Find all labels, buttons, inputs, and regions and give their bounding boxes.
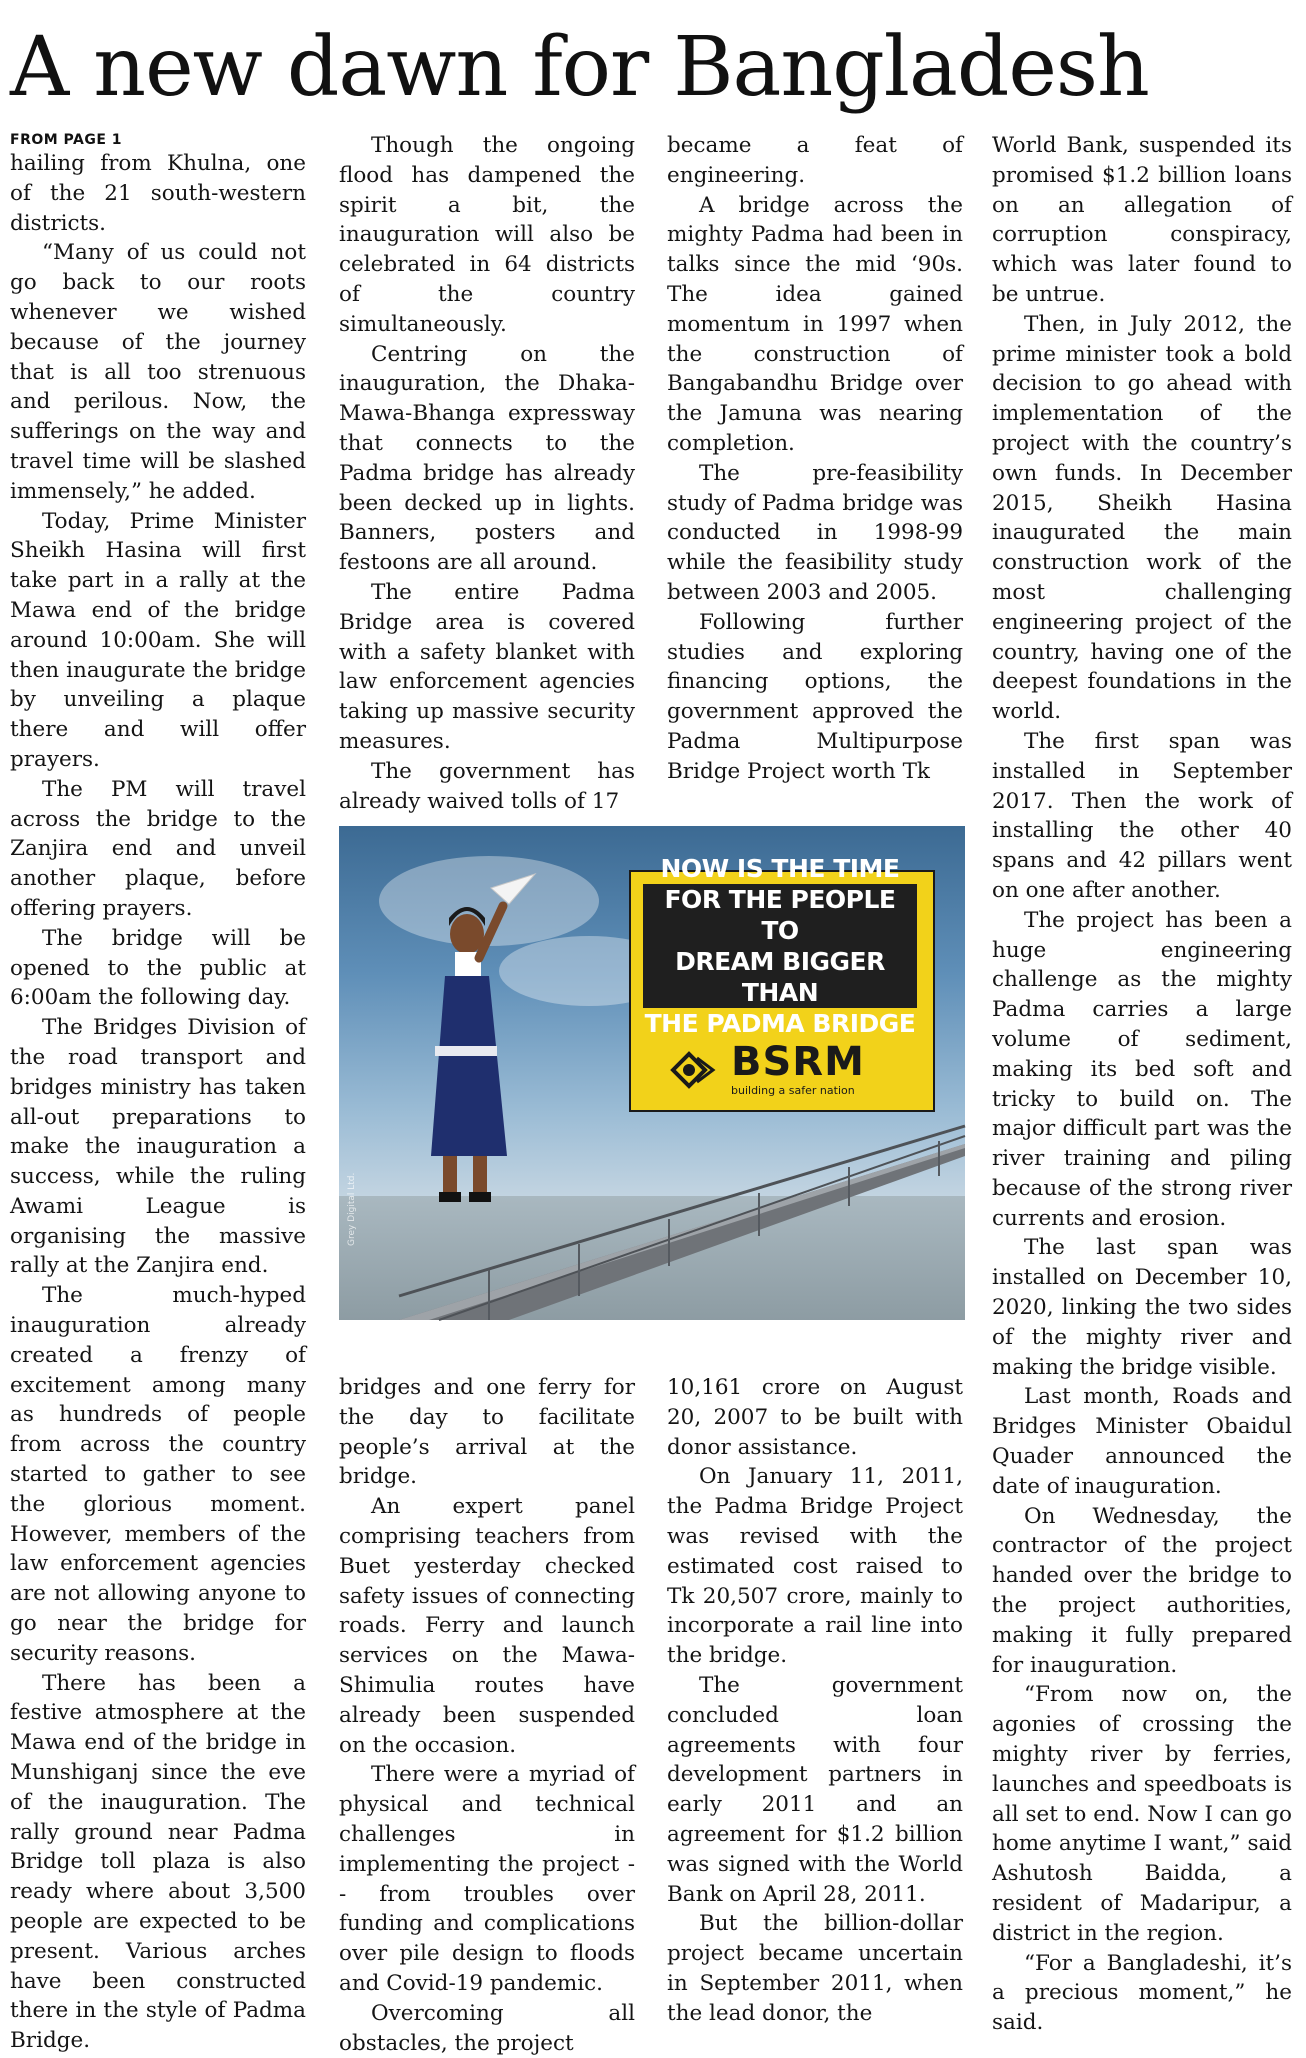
bsrm-logo [667, 1039, 865, 1097]
article-column-4 [992, 131, 1292, 2046]
paragraph: There were a myriad of physical and technical challenges in implementing the project -- from troubles over funding and complications over pile design to floods and Covid-19 pandemic. [339, 1762, 635, 1996]
article-column-2-lower [339, 1373, 635, 2058]
paragraph: The Bridges Division of the road transport and bridges ministry has taken all-out preparations to make the inauguration a success, while the ruling Awami League is organising the massive rally at the Zanjira end. [10, 1015, 306, 1279]
paragraph: 10,161 crore on August 20, 2007 to be built with donor assistance. [667, 1375, 963, 1460]
ad-slogan [643, 854, 917, 1038]
girl-figure [431, 874, 535, 1202]
ad-brand: BSRM [731, 1039, 865, 1085]
paragraph: There has been a festive atmosphere at the Mawa end of the bridge in Munshiganj since the eve of the inauguration. The rally ground near Padma Bridge toll plaza is also ready where about 3,500 people are expected to be present. Various arches have been constructed there in the style of Padma Bridge. [10, 1670, 306, 2054]
paragraph: A bridge across the mighty Padma had been in talks since the mid ‘90s. The idea gained momentum in 1997 when the construction of Bangabandhu Bridge over the Jamuna was nearing completion. [667, 192, 963, 456]
ad-tagline: building a safer nation [731, 1084, 855, 1097]
paragraph: Then, in July 2012, the prime minister took a bold decision to go ahead with implementation of the project with the country’s own funds. In December 2015, Sheikh Hasina inaugurated the main construction work of the most challenging engineering project of the country, having one of the deepest foundations in the world. [992, 311, 1292, 725]
paragraph: Centring on the inauguration, the Dhaka-Mawa-Bhanga expressway that connects to the Padma bridge has already been decked up in lights. Banners, posters and festoons are all around. [339, 341, 635, 576]
ad-slogan-line: NOW IS THE TIME [660, 854, 900, 883]
article-column-3-upper [667, 131, 963, 791]
paragraph: The first span was installed in September 2017. Then the work of installing the other 40 spans and 42 pillars went on one after another. [992, 728, 1292, 903]
paragraph: The much-hyped inauguration already created a frenzy of excitement among many as hundreds of people from across the country started to gather to see the glorious moment. However, members of the law enforcement agencies are not allowing anyone to go near the bridge for security reasons. [10, 1283, 306, 1666]
bsrm-emblem-icon [667, 1048, 723, 1092]
ad-slogan-line: THE PADMA BRIDGE [644, 1009, 916, 1038]
paragraph: Today, Prime Minister Sheikh Hasina will first take part in a rally at the Mawa end of the bridge around 10:00am. She will then inaugurate the bridge by unveiling a plaque there and will offer prayers. [10, 508, 306, 772]
paragraph: “For a Bangladeshi, it’s a precious moment,” he said. [992, 1950, 1292, 2036]
jump-label: FROM PAGE 1 [10, 132, 123, 148]
paragraph: The PM will travel across the bridge to the Zanjira end and unveil another plaque, before offering prayers. [10, 776, 306, 921]
paragraph: The entire Padma Bridge area is covered with a safety blanket with law enforcement agencies taking up massive security measures. [339, 579, 635, 754]
paragraph: But the billion-dollar project became uncertain in September 2011, when the lead donor, the [667, 1911, 963, 2026]
paragraph: The government has already waived tolls of 17 [339, 758, 635, 814]
paragraph: An expert panel comprising teachers from Buet yesterday checked safety issues of connecting roads. Ferry and launch services on the Mawa-Shimulia routes have already been suspended on the occasion. [339, 1494, 635, 1758]
article-column-3-lower [667, 1373, 963, 2029]
ad-credit: Grey Digital Ltd. [347, 1172, 357, 1246]
paragraph: The bridge will be opened to the public at 6:00am the following day. [10, 925, 306, 1011]
ad-message-box [629, 854, 935, 1112]
paragraph: bridges and one ferry for the day to facilitate people’s arrival at the bridge. [339, 1375, 635, 1490]
paragraph: World Bank, suspended its promised $1.2 billion loans on an allegation of corruption conspiracy, which was later found to be untrue. [992, 133, 1292, 307]
paragraph: Though the ongoing flood has dampened the spirit a bit, the inauguration will also be celebrated in 64 districts of the country simultaneously. [339, 133, 635, 337]
ad-slogan-line: DREAM BIGGER THAN [675, 947, 885, 1007]
paragraph: The pre-feasibility study of Padma bridge was conducted in 1998-99 while the feasibility study between 2003 and 2005. [667, 460, 963, 605]
article-column-2-upper [339, 131, 635, 814]
paragraph: “Many of us could not go back to our roots whenever we wished because of the journey that is all too strenuous and perilous. Now, the sufferings on the way and travel time will be slashed immensely,” he added. [10, 240, 306, 504]
ad-slogan-line: FOR THE PEOPLE TO [664, 885, 896, 945]
paragraph: Overcoming all obstacles, the project [339, 2000, 635, 2056]
paragraph: On January 11, 2011, the Padma Bridge Project was revised with the estimated cost raised to Tk 20,507 crore, mainly to incorporate a rail line into the bridge. [667, 1464, 963, 1669]
paragraph: Following further studies and exploring financing options, the government approved the Padma Multipurpose Bridge Project worth Tk [667, 609, 963, 784]
paragraph: The government concluded loan agreements with four development partners in early 2011 and an agreement for $1.2 billion was signed with the World Bank on April 28, 2011. [667, 1672, 963, 1907]
paragraph: Last month, Roads and Bridges Minister Obaidul Quader announced the date of inauguration. [992, 1384, 1292, 1499]
paragraph: hailing from Khulna, one of the 21 south-western districts. [10, 151, 306, 236]
paragraph: “From now on, the agonies of crossing the mighty river by ferries, launches and speedboats is all set to end. Now I can go home anytime I want,” said Ashutosh Baidda, a resident of Madaripur, a district in the region. [992, 1682, 1292, 1946]
paragraph: The last span was installed on December 10, 2020, linking the two sides of the mighty river and making the bridge visible. [992, 1235, 1292, 1380]
paragraph: became a feat of engineering. [667, 133, 963, 188]
article-column-1 [10, 131, 306, 2054]
paragraph: On Wednesday, the contractor of the project handed over the bridge to the project authorities, making it fully prepared for inauguration. [992, 1503, 1292, 1678]
bsrm-advertisement[interactable] [339, 826, 965, 1320]
article-headline: A new dawn for Bangladesh [10, 20, 1149, 115]
paragraph: The project has been a huge engineering challenge as the mighty Padma carries a large volume of sediment, making its bed soft and tricky to build on. The major difficult part was the river training and piling because of the strong river currents and erosion. [992, 907, 1292, 1231]
